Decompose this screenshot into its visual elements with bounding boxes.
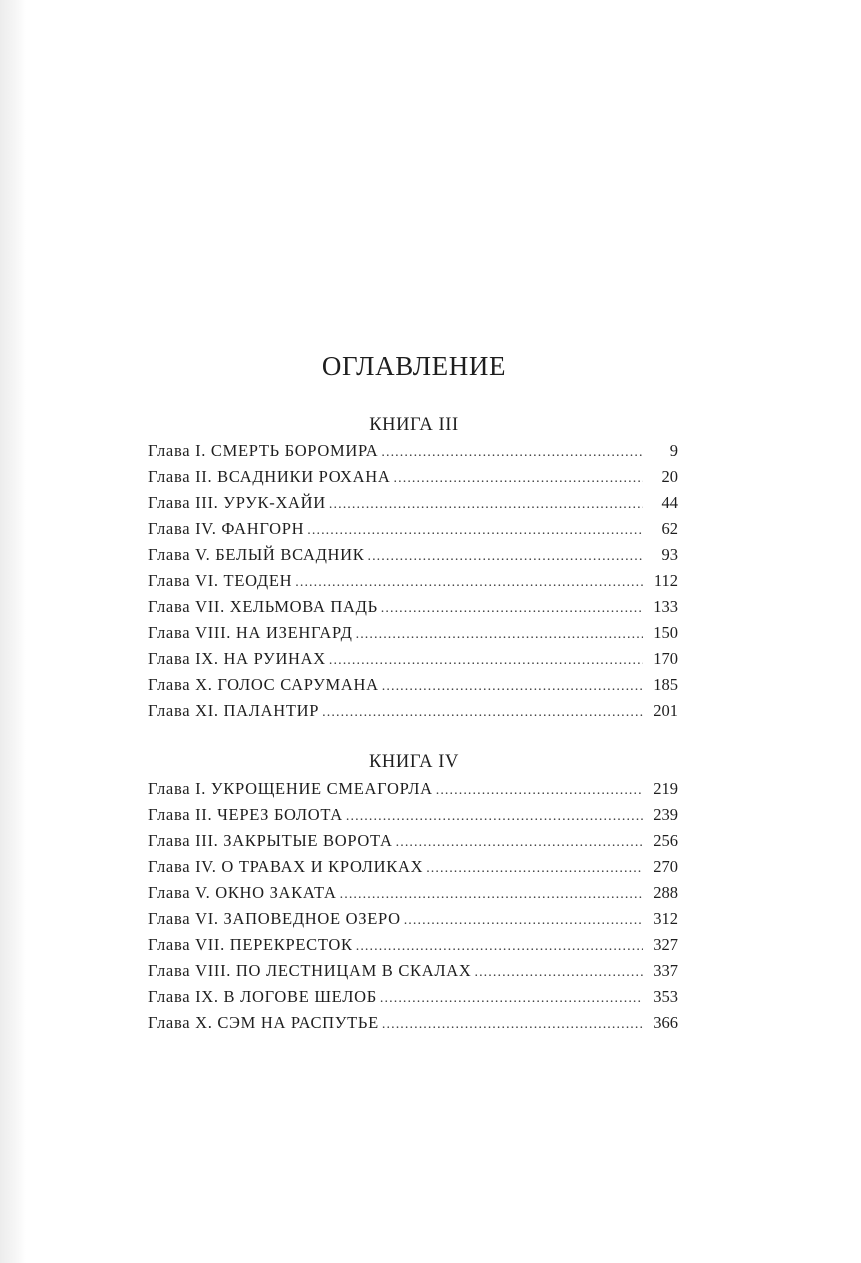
dot-leader (380, 986, 643, 1012)
book-heading: КНИГА IV (368, 752, 460, 772)
page-number: 256 (653, 831, 678, 850)
dot-leader (382, 1012, 643, 1038)
toc-entry (148, 854, 678, 880)
page-number: 337 (653, 961, 678, 980)
chapter-title: Глава IV. О ТРАВАХ И КРОЛИКАХ (148, 857, 424, 876)
chapter-title: Глава X. СЭМ НА РАСПУТЬЕ (148, 1013, 379, 1032)
dot-leader (436, 778, 643, 804)
toc-title: ОГЛАВЛЕНИЕ (321, 351, 507, 381)
toc-entry (148, 542, 678, 568)
page-number: 133 (653, 597, 678, 616)
page-number: 327 (653, 935, 678, 954)
page-number: 366 (653, 1013, 678, 1032)
dot-leader (381, 596, 643, 622)
chapter-title: Глава IX. НА РУИНАХ (148, 649, 326, 668)
dot-leader (382, 674, 643, 700)
book-3-entry-list (148, 438, 678, 724)
book-heading: КНИГА III (369, 415, 459, 435)
chapter-title: Глава I. СМЕРТЬ БОРОМИРА (148, 441, 379, 460)
chapter-title: Глава XI. ПАЛАНТИР (148, 701, 320, 720)
toc-entry (148, 932, 678, 958)
chapter-title: Глава I. УКРОЩЕНИЕ СМЕАГОРЛА (148, 779, 433, 798)
dot-leader (396, 830, 643, 856)
dot-leader (394, 466, 643, 492)
page-number: 9 (669, 441, 678, 460)
page-number: 201 (653, 701, 678, 720)
page-number: 20 (661, 467, 678, 486)
page-number: 270 (653, 857, 678, 876)
dot-leader (426, 856, 643, 882)
toc-entry (148, 958, 678, 984)
chapter-title: Глава V. БЕЛЫЙ ВСАДНИК (148, 545, 365, 564)
page-number: 185 (653, 675, 678, 694)
chapter-title: Глава II. ЧЕРЕЗ БОЛОТА (148, 805, 343, 824)
dot-leader (381, 440, 643, 466)
dot-leader (307, 518, 643, 544)
page-number: 219 (653, 779, 678, 798)
toc-entry (148, 490, 678, 516)
chapter-title: Глава X. ГОЛОС САРУМАНА (148, 675, 379, 694)
page-number: 112 (653, 571, 678, 590)
toc-entry (148, 698, 678, 724)
page-number: 288 (653, 883, 678, 902)
page-number: 353 (653, 987, 678, 1006)
chapter-title: Глава VII. ХЕЛЬМОВА ПАДЬ (148, 597, 378, 616)
chapter-title: Глава VII. ПЕРЕКРЕСТОК (148, 935, 353, 954)
toc-entry (148, 906, 678, 932)
dot-leader (356, 622, 643, 648)
book-4-entry-list (148, 776, 678, 1036)
toc-entry (148, 984, 678, 1010)
page-number: 93 (661, 545, 678, 564)
chapter-title: Глава III. ЗАКРЫТЫЕ ВОРОТА (148, 831, 393, 850)
dot-leader (340, 882, 643, 908)
page-number: 170 (653, 649, 678, 668)
toc-entry (148, 464, 678, 490)
chapter-title: Глава IX. В ЛОГОВЕ ШЕЛОБ (148, 987, 377, 1006)
toc-entry (148, 594, 678, 620)
dot-leader (404, 908, 643, 934)
toc-entry (148, 828, 678, 854)
page-number: 150 (653, 623, 678, 642)
dot-leader (322, 700, 643, 726)
dot-leader (329, 648, 643, 674)
chapter-title: Глава V. ОКНО ЗАКАТА (148, 883, 337, 902)
chapter-title: Глава VI. ТЕОДЕН (148, 571, 293, 590)
dot-leader (329, 492, 643, 518)
page-number: 239 (653, 805, 678, 824)
dot-leader (295, 570, 643, 596)
chapter-title: Глава VI. ЗАПОВЕДНОЕ ОЗЕРО (148, 909, 401, 928)
toc-entry (148, 620, 678, 646)
dot-leader (367, 544, 643, 570)
dot-leader (474, 960, 643, 986)
page-number: 62 (661, 519, 678, 538)
page-number: 312 (653, 909, 678, 928)
chapter-title: Глава III. УРУК-ХАЙИ (148, 493, 326, 512)
page-number: 44 (661, 493, 678, 512)
chapter-title: Глава VIII. НА ИЗЕНГАРД (148, 623, 353, 642)
toc-entry (148, 516, 678, 542)
dot-leader (346, 804, 643, 830)
toc-entry (148, 802, 678, 828)
toc-entry (148, 1010, 678, 1036)
toc-entry (148, 568, 678, 594)
dot-leader (356, 934, 643, 960)
toc-entry (148, 438, 678, 464)
toc-entry (148, 646, 678, 672)
chapter-title: Глава IV. ФАНГОРН (148, 519, 305, 538)
toc-entry (148, 776, 678, 802)
toc-entry (148, 880, 678, 906)
chapter-title: Глава VIII. ПО ЛЕСТНИЦАМ В СКАЛАХ (148, 961, 472, 980)
toc-entry (148, 672, 678, 698)
chapter-title: Глава II. ВСАДНИКИ РОХАНА (148, 467, 391, 486)
